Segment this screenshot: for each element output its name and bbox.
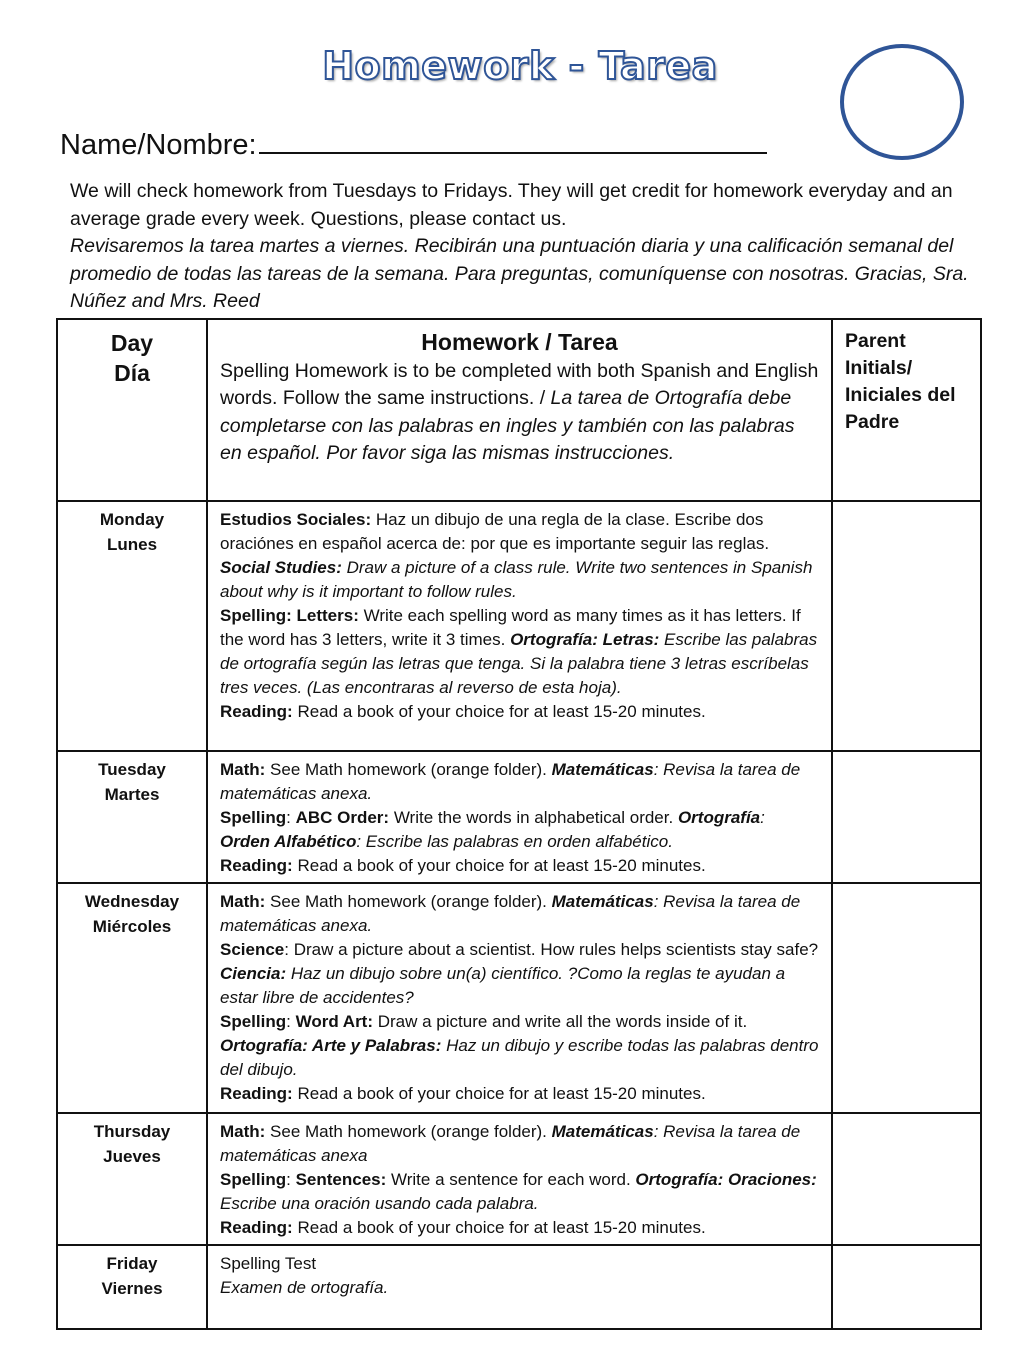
line-spelling-test: Spelling Test (220, 1254, 317, 1273)
header-homework-title: Homework / Tarea (421, 329, 618, 355)
grade-circle (840, 44, 964, 160)
table-row-wednesday (57, 883, 981, 1113)
header-day-en: Day (110, 330, 154, 356)
header-day-cell (57, 319, 207, 501)
day-es: Jueves (103, 1146, 161, 1166)
day-en: Wednesday (84, 892, 180, 911)
header-homework-text (220, 358, 819, 467)
page-title: Homework - Tarea (322, 44, 718, 88)
initials-cell-friday[interactable] (832, 1245, 981, 1329)
header-day-es: Día (114, 360, 150, 386)
day-es: Miércoles (92, 916, 172, 936)
table-header-row (57, 319, 981, 501)
line-math: Math: See Math homework (orange folder). Matemáticas: Revisa la tarea de matemáticas anexa. (220, 760, 801, 803)
homework-cell-thursday (207, 1113, 832, 1245)
day-es: Lunes (106, 534, 158, 554)
homework-cell-tuesday (207, 751, 832, 883)
day-cell-thursday (57, 1113, 207, 1245)
line-ortografia: Ortografía: Arte y Palabras: Haz un dibujo y escribe todas las palabras dentro del dibujo. (220, 1036, 819, 1079)
name-field[interactable] (60, 126, 767, 162)
initials-cell-thursday[interactable] (832, 1113, 981, 1245)
homework-table (56, 318, 982, 1330)
line-science: Science: Draw a picture about a scientist. How rules helps scientists stay safe? Ciencia: Haz un dibujo sobre un(a) científico. ?Como la reglas te ayudan a estar libre de accidentes? (220, 940, 819, 1007)
homework-cell-monday (207, 501, 832, 751)
day-cell-friday (57, 1245, 207, 1329)
intro-text (70, 178, 970, 316)
name-label: Name/Nombre: (60, 129, 257, 161)
initials-cell-wednesday[interactable] (832, 883, 981, 1113)
line-examen: Examen de ortografía. (220, 1278, 389, 1297)
line-reading: Reading: Read a book of your choice for at least 15-20 minutes. (220, 856, 706, 875)
day-es: Viernes (101, 1278, 163, 1298)
table-row-friday (57, 1245, 981, 1329)
day-en: Thursday (93, 1122, 171, 1141)
header-homework-cell (207, 319, 832, 501)
name-blank-line[interactable] (259, 126, 767, 154)
day-cell-wednesday (57, 883, 207, 1113)
header-text-en: Spelling Homework is to be completed with both Spanish and English words. Follow the same instructions. / (220, 360, 819, 410)
table-row-thursday (57, 1113, 981, 1245)
day-es: Martes (104, 784, 160, 804)
line-estudios: Estudios Sociales: Haz un dibujo de una regla de la clase. Escribe dos oraciónes en español acerca de: por que es importante seguir las reglas. (220, 510, 770, 553)
intro-english: We will check homework from Tuesdays to Fridays. They will get credit for homework everyday and an average grade every week. Questions, please contact us. (70, 180, 953, 230)
initials-cell-tuesday[interactable] (832, 751, 981, 883)
line-spelling: Spelling: Sentences: Write a sentence for each word. Ortografía: Oraciones: Escribe una oración usando cada palabra. (220, 1170, 817, 1213)
day-en: Friday (106, 1254, 158, 1273)
homework-cell-wednesday (207, 883, 832, 1113)
line-reading: Reading: Read a book of your choice for at least 15-20 minutes. (220, 1084, 706, 1103)
header-text-es: La tarea de Ortografía debe completarse con las palabras en ingles y también con las palabras en español. Por favor siga las mismas instrucciones. (220, 387, 795, 464)
line-social-studies: Social Studies: Draw a picture of a class rule. Write two sentences in Spanish about why is it important to follow rules. (220, 558, 813, 601)
day-cell-monday (57, 501, 207, 751)
initials-cell-monday[interactable] (832, 501, 981, 751)
table-row-tuesday (57, 751, 981, 883)
line-spelling: Spelling: Word Art: Draw a picture and write all the words inside of it. (220, 1012, 748, 1031)
day-en: Tuesday (98, 760, 166, 779)
line-spelling: Spelling: ABC Order: Write the words in alphabetical order. Ortografía: Orden Alfabético: Escribe las palabras en orden alfabético. (220, 808, 765, 851)
day-cell-tuesday (57, 751, 207, 883)
day-en: Monday (99, 510, 165, 529)
intro-spanish: Revisaremos la tarea martes a viernes. Recibirán una puntuación diaria y una calificación semanal del promedio de todas las tareas de la semana. Para preguntas, comuníquense con nosotras. Gracias, Sra. Núñez and Mrs. Reed (70, 235, 969, 312)
line-math: Math: See Math homework (orange folder). Matemáticas: Revisa la tarea de matemáticas anexa. (220, 892, 801, 935)
line-math: Math: See Math homework (orange folder). Matemáticas: Revisa la tarea de matemáticas anexa (220, 1122, 801, 1165)
table-row-monday (57, 501, 981, 751)
header-parent-initials: Parent Initials/ Iniciales del Padre (832, 319, 981, 501)
line-reading: Reading: Read a book of your choice for at least 15-20 minutes. (220, 702, 706, 721)
homework-cell-friday (207, 1245, 832, 1329)
line-reading: Reading: Read a book of your choice for at least 15-20 minutes. (220, 1218, 706, 1237)
line-spelling: Spelling: Letters: Write each spelling word as many times as it has letters. If the word has 3 letters, write it 3 times. Ortografía: Letras: Escribe las palabras de ortografía según las letras que tenga. Si la palabra tiene 3 letras escríbelas tres veces. (Las encontraras al reverso de esta hoja). (220, 606, 818, 697)
